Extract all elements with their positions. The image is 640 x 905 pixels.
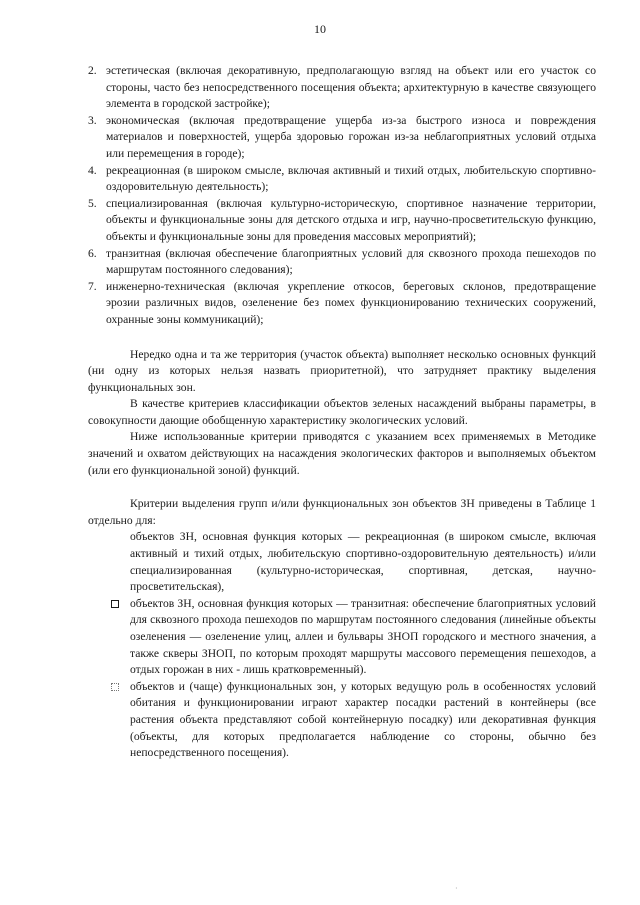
list-item-number: 4. [88, 163, 97, 177]
list-item [88, 163, 596, 196]
list-item [88, 63, 596, 113]
checkbox-bullet-icon [111, 600, 119, 608]
list-item [130, 529, 596, 595]
list-item-number: 6. [88, 246, 97, 260]
list-item [88, 113, 596, 163]
list-item-text: эстетическая (включая декоративную, предполагающую взгляд на объект или его участок со стороны, часто без непосредственного посещения объекта; архитектурную в качестве связующего элемента в городской застройке); [106, 64, 596, 111]
criteria-list [88, 529, 596, 761]
list-item-number: 5. [88, 196, 97, 210]
list-item-text: объектов и (чаще) функциональных зон, у которых ведущую роль в особенностях условий обитания и функционировании играют характер посадки растений в контейнеры (все растения объекта представляют собой контейнерную посадку) или декоративная функция (объекты, для которых предполагается наблюдение со стороны, обычно без непосредственного посещения). [130, 679, 596, 760]
list-item [130, 596, 596, 679]
page-number: 10 [314, 22, 326, 36]
list-item-text: транзитная (включая обеспечение благоприятных условий для сквозного прохода пешеходов по маршрутам постоянного следования); [106, 246, 596, 277]
page-content [88, 63, 596, 762]
checkbox-bullet-icon [111, 683, 119, 691]
paragraph-criteria-note: Ниже использованные критерии приводятся с указанием всех применяемых в Методике значений и охватом действующих на насаждения экологических факторов и выполняемых объектом (или его функциональной зоной) функций. [88, 430, 596, 477]
scan-dot: · [455, 884, 458, 893]
list-item-number: 2. [88, 64, 97, 77]
list-item [130, 679, 596, 762]
list-item-number: 3. [88, 113, 97, 127]
list-item [88, 279, 596, 329]
list-item [88, 246, 596, 279]
list-item-text: объектов ЗН, основная функция которых — рекреационная (в широком смысле, включая активный и тихий отдых, любительскую спортивно-оздоровительную деятельность) и/или специализированная (культурно-историческая, спортивная, детская, научно-просветительская), [130, 530, 596, 594]
list-item-text: инженерно-техническая (включая укрепление откосов, береговых склонов, предотвращение эрозии различных видов, озеленение без помех функционированию технических сооружений, охранные зоны коммуникаций); [106, 279, 596, 326]
spacer [88, 479, 596, 496]
paragraph-table-intro: Критерии выделения групп и/или функциональных зон объектов ЗН приведены в Таблице 1 отдельно для: [88, 497, 596, 527]
paragraph-criteria-choice: В качестве критериев классификации объектов зеленых насаждений выбраны параметры, в совокупности дающие обобщенную характеристику экологических условий. [88, 397, 596, 427]
list-item-text: специализированная (включая культурно-историческую, спортивное назначение территории, объекты и функциональные зоны для детского отдыха и игр, научно-просветительскую функцию, объекты и функциональные зоны для проведения массовых мероприятий); [106, 196, 596, 243]
functions-list [88, 63, 596, 329]
spacer [88, 329, 596, 347]
paragraph-multifunction: Нередко одна и та же территория (участок объекта) выполняет несколько основных функций (ни одну из которых нельзя назвать приоритетной), что затрудняет практику выделения функциональных зон. [88, 347, 596, 394]
list-item-text: объектов ЗН, основная функция которых — транзитная: обеспечение благоприятных условий для сквозного прохода пешеходов по маршрутам постоянного следования (линейные объекты озеленения — озеленение улиц, аллеи и бульвары ЗНОП городского и местного значения, а также скверы ЗНОП, по которым проходят маршруты массового перемещения пешеходов, а отдых горожан в них - лишь кратковременный). [130, 596, 596, 677]
list-item [88, 196, 596, 246]
list-item-number: 7. [88, 279, 97, 293]
list-item-text: рекреационная (в широком смысле, включая активный и тихий отдых, любительскую спортивно-оздоровительную деятельность); [106, 163, 596, 194]
list-item-text: экономическая (включая предотвращение ущерба из-за быстрого износа и повреждения материалов и поверхностей, ущерба здоровью горожан из-за неблагоприятных условий отдыха или перемещения в городе); [106, 113, 596, 160]
